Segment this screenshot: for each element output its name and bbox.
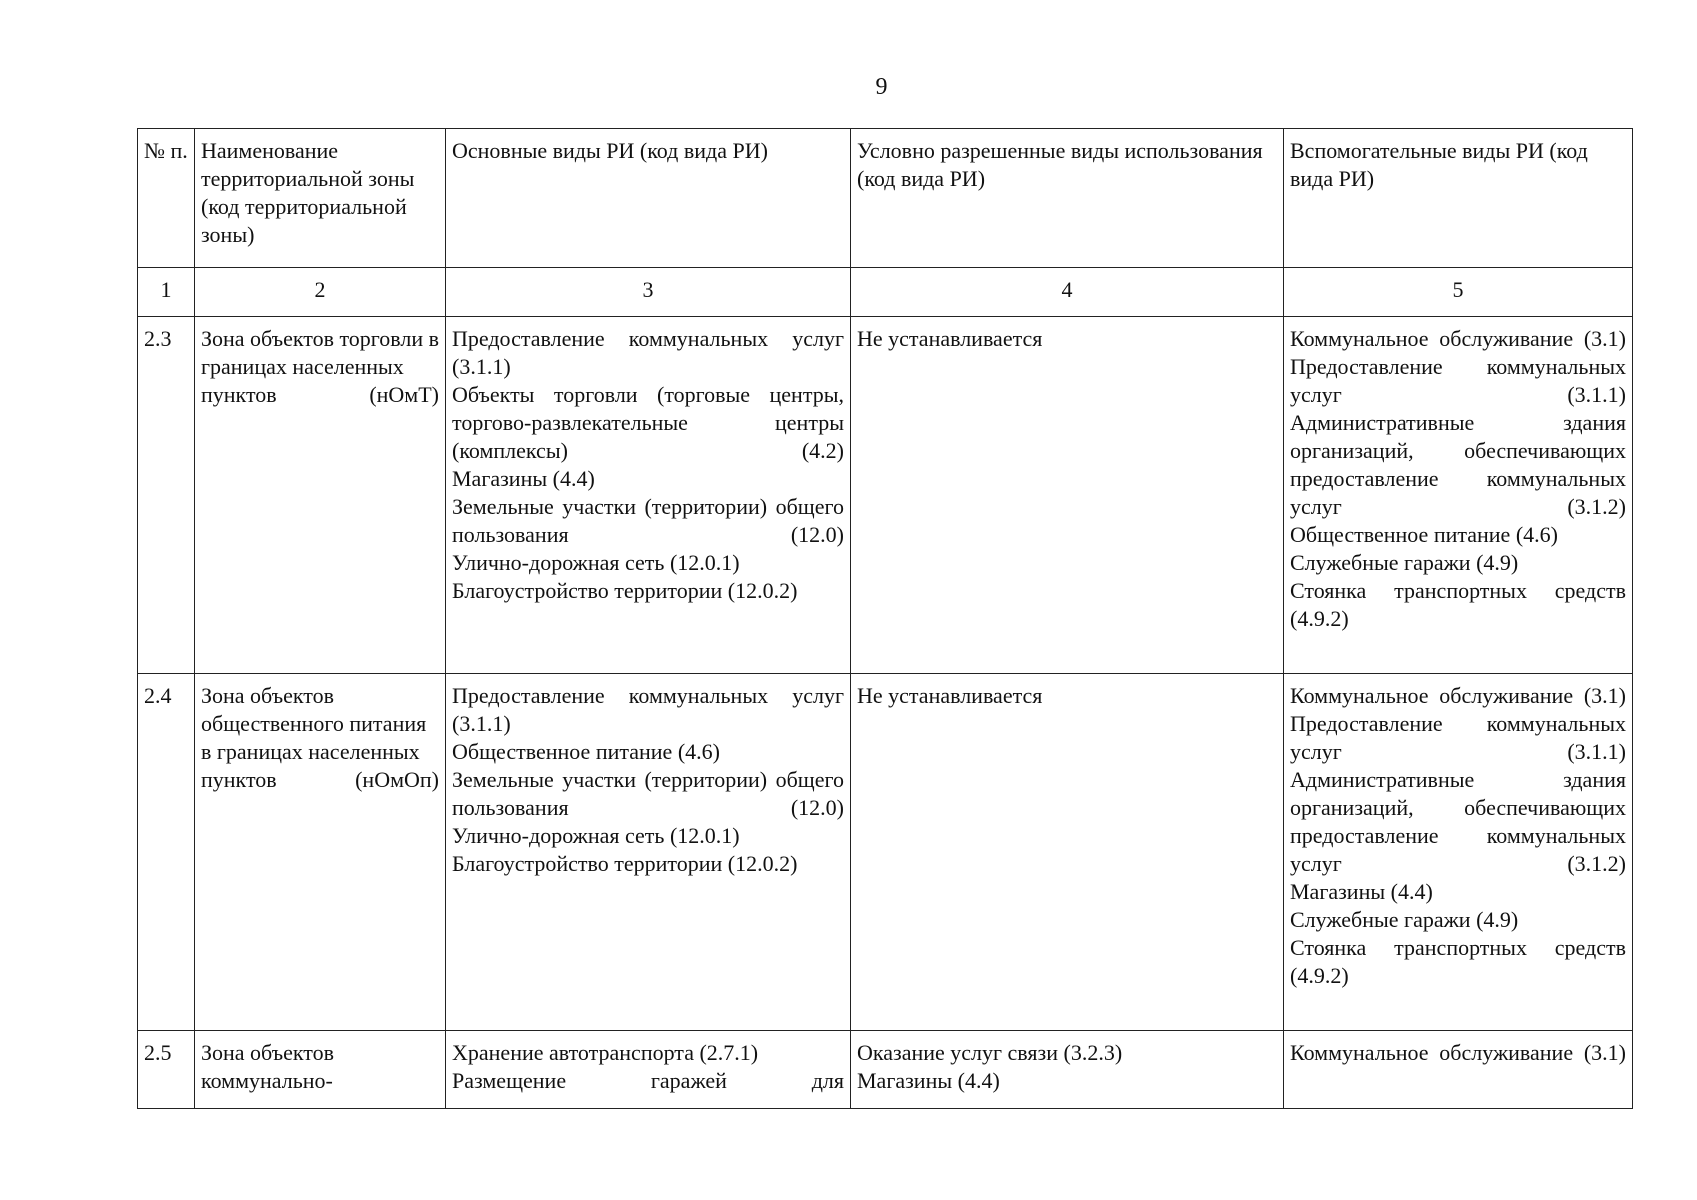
use-item: Улично-дорожная сеть (12.0.1) [452,550,740,575]
use-item: Общественное питание (4.6) [452,739,720,764]
use-item: Земельные участки (территории) общего пользования (12.0) [452,767,844,820]
main-uses-cell [446,1031,851,1109]
table-row [138,1031,1633,1109]
row-number: 2.4 [138,674,195,1031]
table-header-row [138,129,1633,268]
use-item: Магазины (4.4) [1290,879,1433,904]
column-number: 5 [1284,268,1633,317]
conditional-uses-cell [851,1031,1284,1109]
use-item: Благоустройство территории (12.0.2) [452,578,798,603]
use-item: Не устанавливается [857,683,1043,708]
column-number: 2 [195,268,446,317]
use-item: Предоставление коммунальных услуг (3.1.1) [1290,711,1626,764]
use-item: Общественное питание (4.6) [1290,522,1558,547]
auxiliary-uses-cell [1284,1031,1633,1109]
use-item: Служебные гаражи (4.9) [1290,907,1519,932]
zone-name: Зона объектов общественного питания в границах населенных пунктов (нОмОп) [195,674,446,1031]
header-conditional-uses: Условно разрешенные виды использования (код вида РИ) [851,129,1284,268]
use-item: Размещение гаражей для [452,1068,844,1093]
use-item: Административные здания организаций, обеспечивающих предоставление коммунальных услуг (3.1.2) [1290,410,1626,519]
use-item: Хранение автотранспорта (2.7.1) [452,1040,759,1065]
use-item: Земельные участки (территории) общего пользования (12.0) [452,494,844,547]
table-row [138,317,1633,674]
column-number-row [138,268,1633,317]
conditional-uses-cell [851,674,1284,1031]
use-item: Коммунальное обслуживание (3.1) [1290,1040,1626,1065]
use-item: Коммунальное обслуживание (3.1) [1290,326,1626,351]
use-item: Административные здания организаций, обеспечивающих предоставление коммунальных услуг (3.1.2) [1290,767,1626,876]
use-item: Предоставление коммунальных услуг (3.1.1) [452,683,844,736]
row-number: 2.5 [138,1031,195,1109]
use-item: Магазины (4.4) [857,1068,1000,1093]
header-zone: Наименование территориальной зоны (код территориальной зоны) [195,129,446,268]
header-auxiliary-uses: Вспомогательные виды РИ (код вида РИ) [1284,129,1633,268]
page-number: 9 [875,74,888,100]
column-number: 1 [138,268,195,317]
conditional-uses-cell [851,317,1284,674]
use-item: Служебные гаражи (4.9) [1290,550,1519,575]
table-row [138,674,1633,1031]
use-item: Оказание услуг связи (3.2.3) [857,1040,1123,1065]
use-item: Улично-дорожная сеть (12.0.1) [452,823,740,848]
use-item: Предоставление коммунальных услуг (3.1.1) [452,326,844,379]
auxiliary-uses-cell [1284,317,1633,674]
zone-name: Зона объектов торговли в границах населенных пунктов (нОмТ) [195,317,446,674]
main-uses-cell [446,674,851,1031]
zone-name: Зона объектов коммунально- [195,1031,446,1109]
auxiliary-uses-cell [1284,674,1633,1031]
use-item: Стоянка транспортных средств (4.9.2) [1290,578,1626,631]
zoning-table [137,128,1633,1109]
column-number: 4 [851,268,1284,317]
use-item: Коммунальное обслуживание (3.1) [1290,683,1626,708]
use-item: Стоянка транспортных средств (4.9.2) [1290,935,1626,988]
use-item: Магазины (4.4) [452,466,595,491]
main-uses-cell [446,317,851,674]
column-number: 3 [446,268,851,317]
header-main-uses: Основные виды РИ (код вида РИ) [446,129,851,268]
use-item: Предоставление коммунальных услуг (3.1.1) [1290,354,1626,407]
row-number: 2.3 [138,317,195,674]
use-item: Благоустройство территории (12.0.2) [452,851,798,876]
use-item: Объекты торговли (торговые центры, торгово-развлекательные центры (комплексы) (4.2) [452,382,844,463]
header-num: № п. [138,129,195,268]
use-item: Не устанавливается [857,326,1043,351]
